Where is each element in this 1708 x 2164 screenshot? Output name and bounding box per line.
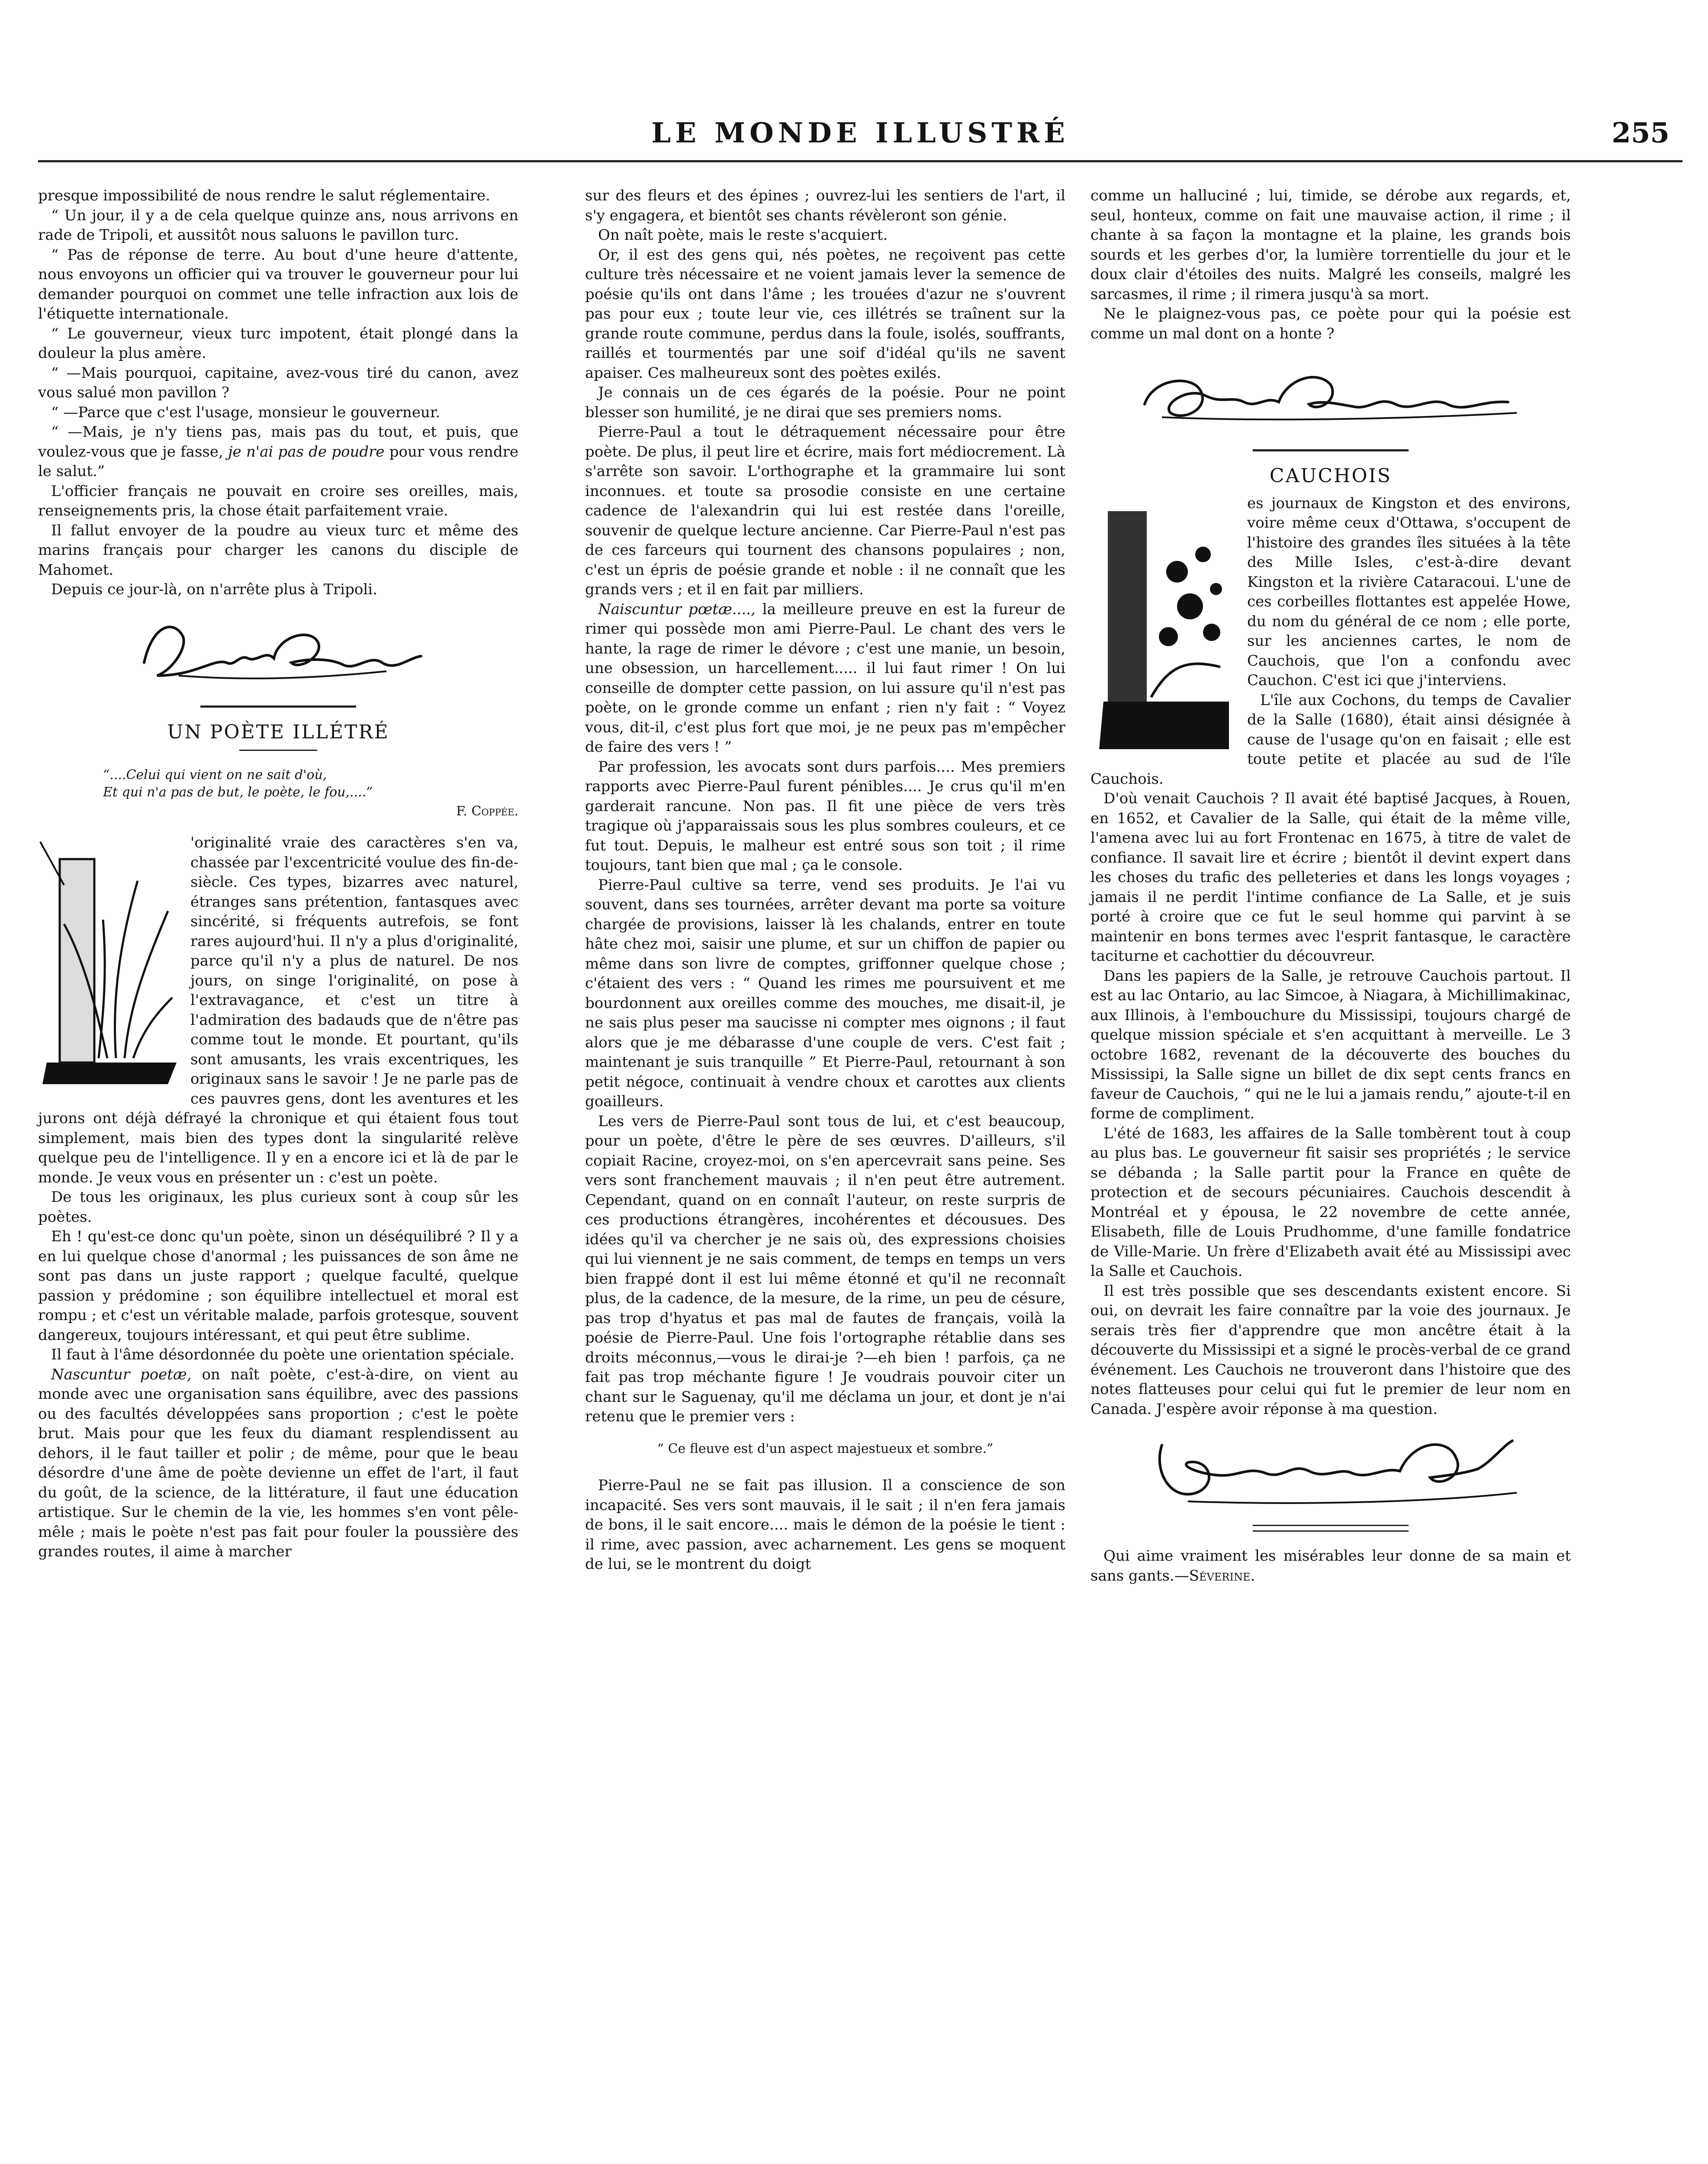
paragraph: Ne le plaignez-vous pas, ce poète pour qui la poésie est comme un mal dont on a honte ? [1090,305,1571,342]
text-span: on naît poète, c'est-à-dire, on vient au monde avec une organisation sans équilibre, avec des passions ou des facultés développées sans proportion ; c'est le poète brut. Mais pour que les feux du diamant resplendissent au dehors, il le faut tailler et polir ; de même, pour que le beau désordre d'une âme de poète devienne un effet de l'art, il faut du goût, de la science, de la littérature, il faut une éducation artistique. Sur le chemin de la vie, les hommes s'en vont pêle-mêle ; mais le poète n'est pas fait pour fouler la poussière des grandes routes, il aime à marcher [38,1365,518,1560]
signature-image [1136,361,1525,426]
paragraph: “ —Parce que c'est l'usage, monsieur le gouverneur. [51,403,441,421]
paragraph: L'île aux Cochons, du temps de Cavalier de la Salle (1680), était ainsi désignée à cause de l'usage qu'on en faisait ; elle est toute petite et placée au sud de l'île Cauchois. [1090,691,1571,788]
title-underline [239,750,317,751]
emphasis: Nascuntur poetæ, [51,1365,192,1383]
paragraph: Pierre-Paul a tout le détraquement nécessaire pour être poète. De plus, il peut lire et écrire, mais fort médiocrement. Là s'arrête son savoir. L'orthographe et la grammaire lui sont inconnues. et toute sa prosodie consiste en une certaine cadence de l'alexandrin qui lui est restée dans l'oreille, souvenir de quelque lecture ancienne. Car Pierre-Paul n'est pas de ces farceurs qui tournent des chansons populaires ; non, c'est un épris de poésie grande et noble : il ne connaît que les grands vers ; et il en fait par milliers. [585,423,1065,598]
paragraph: Il fallut envoyer de la poudre au vieux turc et même des marins français pour charger les canons du disciple de Mahomet. [38,522,518,579]
paragraph-lettrine: es journaux de Kingston et des environs, voire même ceux d'Ottawa, s'occupent de l'histoire des grandes îles situées à la tête des Mille Isles, c'est-à-dire devant Kingston et la rivière Cataracoui. L'une de ces corbeilles flottantes est appelée Howe, du nom du général de ce nom ; elle porte, sur les anciennes cartes, le nom de Cauchois, que l'on a confondu avec Cauchon. C'est ici que j'interviens. [1247,494,1571,689]
signature-rathban [1090,352,1571,435]
drop-cap-image [1090,494,1238,754]
epigraph-author: F. Coppée. [456,804,518,819]
paragraph: “ Pas de réponse de terre. Au bout d'une heure d'attente, nous envoyons un officier qui va trouver le gouverneur pour lui demander pourquoi on commet une telle infraction aux lois de l'étiquette internationale. [38,246,518,322]
column-3 [1090,186,1571,1586]
paragraph: L'officier français ne pouvait en croire ses oreilles, mais, renseignements pris, la chose était parfaitement vraie. [38,482,518,519]
paragraph: De tous les originaux, les plus curieux sont à coup sûr les poètes. [38,1188,518,1226]
text-span: Qui aime vraiment les misérables leur donne de sa main et sans gants.— [1090,1547,1571,1584]
drop-cap-image [38,833,181,1088]
paragraph: Or, il est des gens qui, nés poètes, ne reçoivent pas cette culture très nécessaire et ne voient jamais lever la semence de poésie qu'ils ont dans l'âme ; les trouées d'azur ne s'ouvrent pas pour eux ; toute leur vie, ces illétrés se traînent sur la grande route commune, perdus dans la foule, isolés, souffrants, raillés et tourmentés par une soif d'idéal qu'ils ne savent apaiser. Ces malheureux sont des poètes exilés. [585,246,1065,382]
text-span: pour vous rendre le salut.” [38,443,518,480]
final-quote [1090,1546,1571,1586]
verse-quote: “ Ce fleuve est d'un aspect majestueux et sombre.” [657,1441,994,1456]
paragraph [38,1365,518,1562]
paragraph: “ Le gouverneur, vieux turc impotent, était plongé dans la douleur la plus amère. [38,325,518,362]
paragraph: “ Un jour, il y a de cela quelque quinze ans, nous arrivons en rade de Tripoli, et aussitôt nous saluons le pavillon turc. [38,206,518,244]
paragraph: Les vers de Pierre-Paul sont tous de lui, et c'est beaucoup, pour un poète, d'être le père de ses œuvres. D'ailleurs, s'il copiait Racine, croyez-moi, on s'en apercevrait sans peine. Ses vers sont franchement mauvais ; il n'en peut être autrement. Cependant, quand on en connaît l'auteur, on reste surpris de ces productions étrangères, incohérentes et décousues. Des idées qu'il va chercher je ne sais où, des expressions choisies qui lui viennent je ne sais comment, de temps en temps un vers bien frappé dont il est lui même étonné et qu'il ne reconnaît plus, de la cadence, de la mesure, de la rime, un peu de césure, pas trop d'hyatus et pas mal de fautes de français, voilà la poésie de Pierre-Paul. Une fois l'ortographe rétablie dans ses droits méconnus,—vous le dirai-je ?—eh bien ! parfois, ça ne fait pas trop méchante figure ! Je voudrais pouvoir citer un chant sur le Saguenay, qu'il me déclama un jour, et dont je n'ai retenu que le premier vers : [585,1112,1065,1425]
section-rule [1253,449,1409,451]
paragraph: Pierre-Paul ne se fait pas illusion. Il a conscience de son incapacité. Ses vers sont mauvais, il le sait ; il n'en fera jamais de bons, il le sait encore.... mais le démon de la poésie le tient : il rime, avec passion, avec acharnement. Les gens se moquent de lui, se le montrent du doigt [585,1477,1065,1573]
section-rule [200,705,356,708]
drop-cap-l-illustration [1090,494,1238,754]
journal-title: LE MONDE ILLUSTRÉ [651,117,1069,149]
paragraph: Il est très possible que ses descendants existent encore. Si oui, on devrait les faire connaître par la voie des journaux. Je serais très fier d'apprendre que mon ancêtre était à la découverte du Mississipi et a signé le procès-verbal de ce grand événement. Les Cauchois ne trouveront dans l'histoire que des notes flatteuses pour celui qui fut le premier de leur nom en Canada. J'espère avoir réponse à ma question. [1090,1282,1571,1418]
paragraph: sur des fleurs et des épines ; ouvrez-lui les sentiers de l'art, il s'y engagera, et bientôt ses chants révèleront son génie. [585,187,1065,224]
paragraph: Dans les papiers de la Salle, je retrouve Cauchois partout. Il est au lac Ontario, au lac Simcoe, à Niagara, à Michillimakinac, aux Illinois, à l'embouchure du Mississipi, toujours chargé de quelque mission spéciale et s'en acquittant à merveille. Le 3 octobre 1682, revenant de la découverte des bouches du Mississipi, la Salle signe un billet de dix sept cents francs en faveur de Cauchois, “ qui ne le lui a jamais rendu,” ajoute-t-il en forme de compliment. [1090,967,1571,1122]
page-header [38,117,1682,151]
text-span: la meilleure preuve en est la fureur de rimer qui possède mon ami Pierre-Paul. Le chant des vers le hante, la rage de rimer le dévore ; c'est une manie, un besoin, une obsession, un harcellement..... il lui faut rimer ! On lui conseille de dompter cette passion, on lui assure qu'il n'est pas poète, on le gronde comme un enfant ; rien n'y fait : “ Voyez vous, dit-il, c'est plus fort que moi, je ne peux pas m'empêcher de faire des vers ! ” [585,600,1066,756]
paragraph: “ —Mais pourquoi, capitaine, avez-vous tiré du canon, avez vous salué mon pavillon ? [38,364,518,401]
column-1 [38,186,518,1562]
epigraph [38,766,518,820]
paragraph: Par profession, les avocats sont durs parfois.... Mes premiers rapports avec Pierre-Paul furent pénibles.... Je crus qu'il m'en garderait rancune. Non pas. Il fit une pièce de vers très tragique où j'apparaissais sous les plus sombres couleurs, et ce fut tout. Depuis, le malheur est entré sous son toit ; il rime toujours, tant bien que mal ; ça le console. [585,758,1065,874]
epigraph-line: “....Celui qui vient on ne sait d'où, [103,767,327,783]
emphasis: je n'ai pas de poudre [228,443,385,460]
paragraph: D'où venait Cauchois ? Il avait été baptisé Jacques, à Rouen, en 1652, et Cavalier de la Salle, qui était de la même ville, l'amena avec lui au fort Frontenac en 1675, à titre de valet de confiance. Il savait lire et écrire ; bientôt il devint expert dans les choses du trafic des pelleteries et dans les longs voyages ; jamais il ne perdit l'intime confiance de La Salle, et je suis porté à croire que ce fut le seul homme qui parvint à se maintenir en bons termes avec l'esprit fantasque, le caractère taciturne et cachottier du découvreur. [1090,790,1571,965]
closing-rule [1253,1525,1409,1532]
emphasis: Naiscuntur pœtæ...., [598,600,756,618]
article-title: UN POÈTE ILLÉTRÉ [167,721,389,743]
paragraph: Il faut à l'âme désordonnée du poète une orientation spéciale. [51,1346,515,1363]
column-2 [585,186,1065,1575]
signature-image [1136,1428,1525,1510]
epigraph-line: Et qui n'a pas de but, le poète, le fou,....” [103,785,373,800]
paragraph: Depuis ce jour-là, on n'arrête plus à Tripoli. [51,581,377,598]
paragraph: Pierre-Paul cultive sa terre, vend ses produits. Je l'ai vu souvent, dans ses tournées, arrêter devant ma porte sa voiture chargée de provisions, laisser là les chalands, entrer en toute hâte chez moi, saisir une plume, et sur un chiffon de papier ou même dans son livre de comptes, griffonner quelque chose ; c'étaient des vers : “ Quand les rimes me poursuivent et me bourdonnent aux oreilles comme des mouches, me disait-il, je ne sais plus peser ma saucisse ni compter mes oignons ; il faut alors que je me débarasse d'une couple de vers. C'est fait ; maintenant je suis tranquille ” Et Pierre-Paul, retournant à son petit négoce, continuait à vendre choux et carottes aux clients goailleurs. [585,876,1065,1110]
signature-sulte [1090,1428,1571,1510]
text-span: “ —Mais, je n'y tiens pas, mais pas du tout, et puis, que voulez-vous que je fasse, [38,423,518,460]
page-number: 255 [1612,117,1669,149]
drop-cap-l-illustration [38,833,181,1088]
paragraph: presque impossibilité de nous rendre le salut réglementaire. [38,187,490,204]
paragraph [38,422,518,482]
paragraph-lettrine: 'originalité vraie des caractères s'en va, chassée par l'excentricité voulue des fin-de-siècle. Ces types, bizarres avec naturel, étranges sans prétention, fantasques avec sincérité, si fréquents autrefois, se font rares aujourd'hui. Il n'y a plus d'originalité, parce qu'il n'y a plus de naturel. De nos jours, on singe l'originalité, on pose à l'extravagance, et c'est un titre à l'admiration des badauds que de n'être pas comme tout le monde. Et pourtant, qu'ils sont amusants, les vrais excentriques, les originaux sans le savoir ! Je ne parle pas de ces pauvres gens, dont les aventures et les jurons ont déjà défrayé la chronique et qui étaient fous tout simplement, mais bien des types dont la singularité relève quelque peu de l'intelligence. Il y en a encore ici et là de par le monde. Je veux vous en présenter un : c'est un poète. [38,834,518,1186]
signature-ledru [38,609,518,691]
paragraph: Je connais un de ces égarés de la poésie. Pour ne point blesser son humilité, je ne dirai que ses premiers noms. [585,384,1065,421]
paragraph: comme un halluciné ; lui, timide, se dérobe aux regards, et, seul, honteux, comme on fait une mauvaise action, il rime ; il chante à sa façon la montagne et la plaine, les grands bois sourds et les gerbes d'or, la lumière torrentielle du jour et le doux clair d'étoiles des nuits. Malgré les conseils, malgré les sarcasmes, il rime ; il rimera jusqu'à sa mort. [1090,187,1571,303]
article-title: CAUCHOIS [1269,465,1392,487]
paragraph: On naît poète, mais le reste s'acquiert. [598,226,888,244]
signature-image [127,611,430,689]
header-rule [38,160,1682,162]
quote-author: Séverine. [1189,1567,1255,1584]
paragraph: L'été de 1683, les affaires de la Salle tombèrent tout à coup au plus bas. Le gouverneur fit saisir ses propriétés ; le service se débanda ; la Salle partit pour la France en quête de protection et de secours pécuniaires. Cauchois descendit à Montréal et y épousa, le 22 novembre de cette année, Elisabeth, fille de Louis Prudhomme, d'une famille fondatrice de Ville-Marie. Un frère d'Elizabeth avait été au Mississipi avec la Salle et Cauchois. [1090,1124,1571,1280]
paragraph: Eh ! qu'est-ce donc qu'un poète, sinon un déséquilibré ? Il y a en lui quelque chose d'anormal ; les puissances de son âme ne sont pas dans un juste rapport ; quelque faculté, quelque passion y prédomine ; son équilibre intellectuel et moral est rompu ; et c'est un véritable malade, parfois grotesque, souvent dangereux, toujours intéressant, et qui peut être sublime. [38,1228,518,1344]
paragraph [585,600,1065,757]
